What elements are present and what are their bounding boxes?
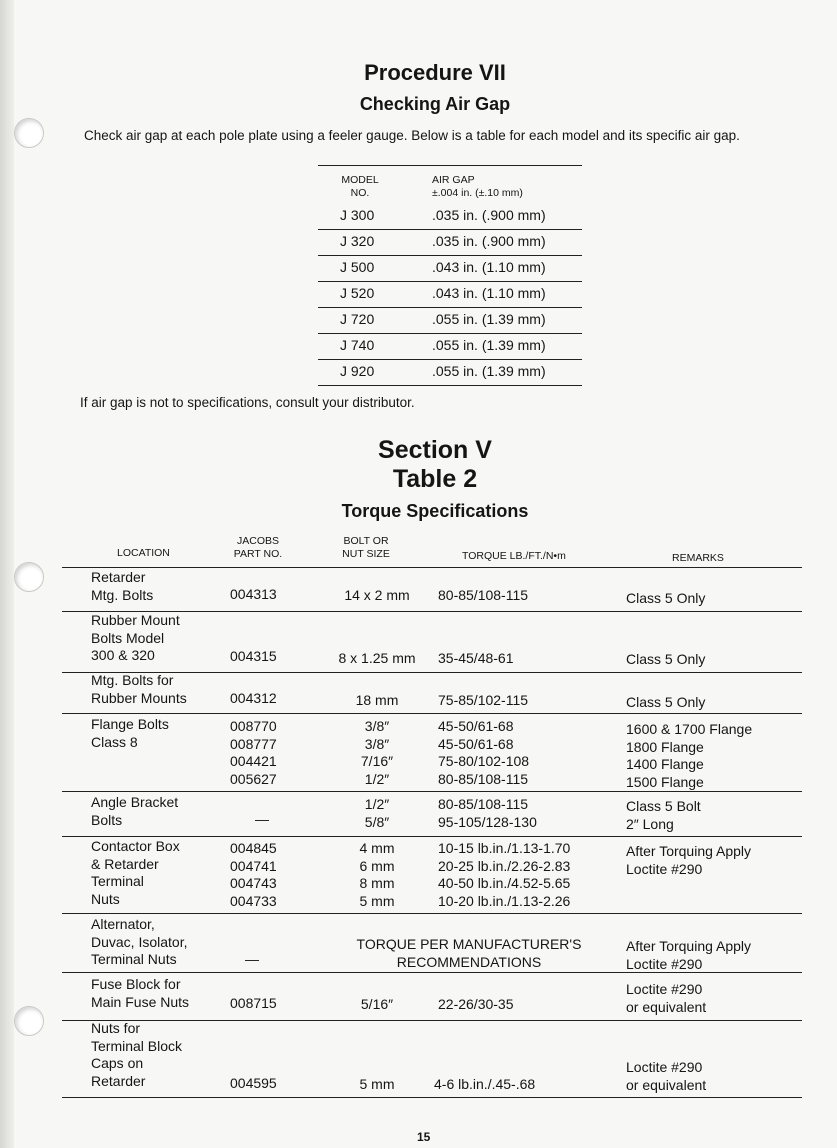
location-cell: Rubber Mount Bolts Model 300 & 320 bbox=[91, 612, 180, 663]
table-rule bbox=[62, 713, 802, 714]
bolt-size-cell: 4 mm 6 mm 8 mm 5 mm bbox=[359, 840, 395, 909]
air-gap-value: .035 in. (.900 mm) bbox=[432, 233, 546, 249]
procedure-title: Procedure VII bbox=[364, 60, 506, 85]
manufacturer-recommendations: TORQUE PER MANUFACTURER'S RECOMMENDATIONS bbox=[356, 936, 582, 970]
torque-cell: 22-26/30-35 bbox=[438, 996, 514, 1012]
part-no-cell: 008715 bbox=[230, 995, 277, 1011]
header-bolt-size: BOLT OR NUT SIZE bbox=[342, 535, 390, 560]
torque-cell: 35-45/48-61 bbox=[438, 650, 514, 666]
location-cell: Mtg. Bolts for Rubber Mounts bbox=[91, 672, 187, 706]
table-row bbox=[62, 838, 802, 912]
model-no: J 320 bbox=[340, 233, 375, 249]
table-row bbox=[62, 569, 802, 611]
header-part-no: JACOBS PART NO. bbox=[233, 535, 283, 560]
bolt-size-cell: 3/8″ 3/8″ 7/16″ 1/2″ bbox=[360, 718, 394, 787]
torque-cell: 45-50/61-68 45-50/61-68 75-80/102-108 80-85/108-115 bbox=[438, 718, 530, 787]
part-no-cell: 004315 bbox=[230, 648, 277, 664]
remarks-cell: Loctite #290 or equivalent bbox=[626, 981, 707, 1015]
table-title: Table 2 bbox=[392, 465, 478, 493]
table-row bbox=[62, 716, 802, 790]
air-gap-value: .043 in. (1.10 mm) bbox=[432, 259, 546, 275]
remarks-cell: Class 5 Bolt 2″ Long bbox=[626, 798, 701, 832]
model-no: J 500 bbox=[340, 259, 375, 275]
part-no-cell: 004312 bbox=[230, 690, 277, 706]
remarks-cell: Class 5 Only bbox=[626, 694, 706, 710]
header-torque: TORQUE LB./FT./N•m bbox=[462, 550, 566, 562]
air-gap-value: .043 in. (1.10 mm) bbox=[432, 285, 546, 301]
torque-cell: 80-85/108-115 bbox=[438, 587, 529, 603]
part-no-cell: 004313 bbox=[230, 586, 277, 602]
table-row bbox=[318, 229, 582, 255]
procedure-note: If air gap is not to specifications, consult your distributor. bbox=[80, 395, 415, 410]
part-no-cell: 004845 004741 004743 004733 bbox=[230, 840, 277, 909]
remarks-cell: After Torquing Apply Loctite #290 bbox=[626, 938, 752, 972]
section-title: Section V bbox=[378, 436, 492, 464]
table-rule bbox=[62, 913, 802, 914]
air-gap-value: .055 in. (1.39 mm) bbox=[432, 337, 546, 353]
table-rule bbox=[62, 1097, 802, 1098]
model-no: J 300 bbox=[340, 207, 375, 223]
table-rule bbox=[62, 791, 802, 792]
table-row bbox=[62, 976, 802, 1018]
table-row bbox=[62, 1020, 802, 1094]
location-cell: Alternator, Duvac, Isolator, Terminal Nuts bbox=[91, 916, 188, 967]
torque-cell: 10-15 lb.in./1.13-1.70 20-25 lb.in./2.26-2.83 40-50 lb.in./4.52-5.65 10-20 lb.in./1.13-2.26 bbox=[438, 840, 571, 909]
table-rule bbox=[62, 836, 802, 837]
table-rule bbox=[318, 385, 582, 386]
part-no-cell: — bbox=[245, 951, 259, 967]
air-gap-value: .055 in. (1.39 mm) bbox=[432, 363, 546, 379]
table-row bbox=[62, 916, 802, 972]
part-no-cell: — bbox=[255, 811, 269, 827]
binder-edge bbox=[0, 0, 14, 1148]
procedure-subtitle: Checking Air Gap bbox=[359, 94, 511, 114]
remarks-cell: Loctite #290 or equivalent bbox=[626, 1059, 707, 1093]
punch-hole bbox=[14, 562, 44, 592]
remarks-cell: 1600 & 1700 Flange 1800 Flange 1400 Flange 1500 Flange bbox=[626, 721, 753, 790]
part-no-cell: 008770 008777 004421 005627 bbox=[230, 718, 277, 787]
model-no: J 520 bbox=[340, 285, 375, 301]
bolt-size-cell: 5/16″ bbox=[360, 996, 394, 1012]
table-row bbox=[318, 255, 582, 281]
header-remarks: REMARKS bbox=[672, 552, 724, 564]
bolt-size-cell: 14 x 2 mm bbox=[344, 587, 410, 603]
punch-hole bbox=[14, 1006, 44, 1036]
location-cell: Angle Bracket Bolts bbox=[91, 794, 179, 828]
remarks-cell: After Torquing Apply Loctite #290 bbox=[626, 843, 752, 877]
bolt-size-cell: 5 mm bbox=[359, 1076, 395, 1092]
punch-hole bbox=[14, 118, 44, 148]
air-gap-header-model: MODEL NO. bbox=[341, 174, 379, 199]
air-gap-value: .055 in. (1.39 mm) bbox=[432, 311, 546, 327]
torque-cell: 80-85/108-115 95-105/128-130 bbox=[438, 796, 537, 830]
part-no-cell: 004595 bbox=[230, 1075, 277, 1091]
bolt-size-cell: 8 x 1.25 mm bbox=[338, 650, 416, 666]
torque-cell: 75-85/102-115 bbox=[438, 692, 529, 708]
section-subtitle: Torque Specifications bbox=[341, 501, 529, 521]
table-row bbox=[318, 307, 582, 333]
table-row bbox=[62, 612, 802, 672]
table-row bbox=[318, 359, 582, 385]
bolt-size-cell: 18 mm bbox=[355, 692, 399, 708]
table-row bbox=[62, 794, 802, 836]
air-gap-value: .035 in. (.900 mm) bbox=[432, 207, 546, 223]
table-row bbox=[318, 203, 582, 229]
table-row bbox=[62, 672, 802, 714]
table-row bbox=[318, 281, 582, 307]
remarks-cell: Class 5 Only bbox=[626, 590, 706, 606]
bolt-size-cell: 1/2″ 5/8″ bbox=[364, 796, 390, 830]
model-no: J 720 bbox=[340, 311, 375, 327]
table-rule bbox=[318, 165, 582, 166]
procedure-intro: Check air gap at each pole plate using a feeler gauge. Below is a table for each model and its specific air gap. bbox=[84, 128, 740, 143]
table-row bbox=[318, 333, 582, 359]
torque-cell: 4-6 lb.in./.45-.68 bbox=[434, 1076, 536, 1092]
model-no: J 740 bbox=[340, 337, 375, 353]
air-gap-header-gap: AIR GAP ±.004 in. (±.10 mm) bbox=[432, 174, 523, 199]
table-rule bbox=[62, 972, 802, 973]
page-number: 15 bbox=[417, 1130, 431, 1144]
location-cell: Nuts for Terminal Block Caps on Retarder bbox=[91, 1020, 183, 1089]
model-no: J 920 bbox=[340, 363, 375, 379]
location-cell: Fuse Block for Main Fuse Nuts bbox=[91, 976, 190, 1010]
remarks-cell: Class 5 Only bbox=[626, 651, 706, 667]
location-cell: Contactor Box & Retarder Terminal Nuts bbox=[91, 838, 180, 907]
location-cell: Flange Bolts Class 8 bbox=[91, 716, 169, 750]
location-cell: Retarder Mtg. Bolts bbox=[91, 569, 154, 603]
header-location: LOCATION bbox=[117, 547, 170, 559]
table-rule bbox=[62, 567, 802, 568]
